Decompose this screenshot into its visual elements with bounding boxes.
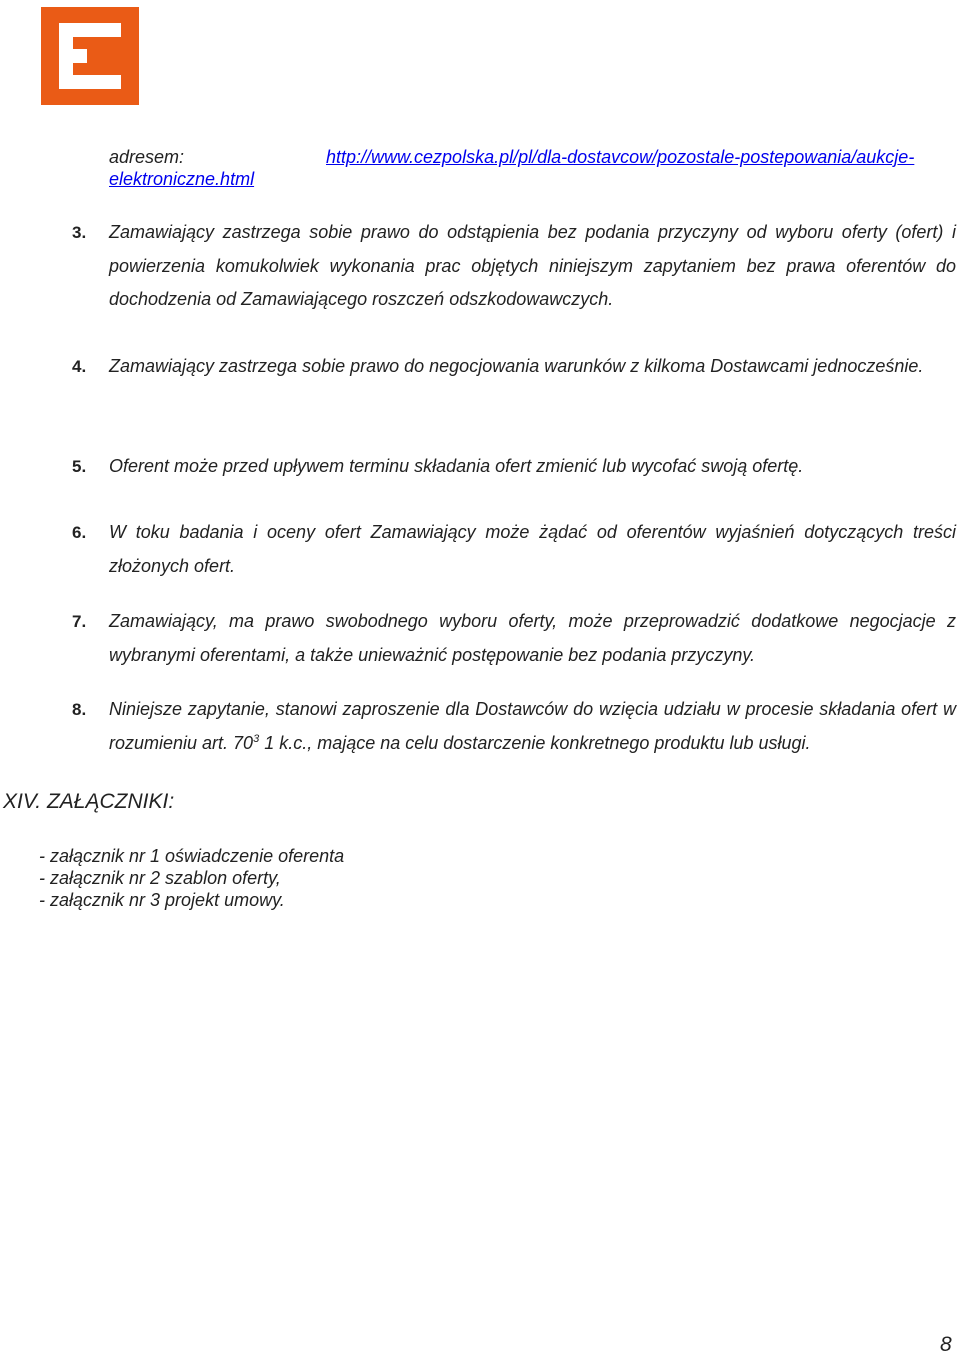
item-text: Oferent może przed upływem terminu składania ofert zmienić lub wycofać swoją ofertę. [109,456,804,476]
page-number: 8 [940,1333,952,1356]
item-number: 3. [72,223,87,242]
item-text [109,693,956,760]
superscript: 3 [253,732,260,745]
item-number: 6. [72,523,87,542]
item-number: 4. [72,357,87,376]
item-text: Zamawiający zastrzega sobie prawo do odstąpienia bez podania przyczyny od wyboru oferty (ofert) i powierzenia komukolwiek wykonania prac objętych niniejszym zapytaniem bez prawa oferentów do dochodzenia od Zamawiającego roszczeń odszkodowawczych. [109,222,956,309]
address-link-continuation[interactable]: elektroniczne.html [109,169,255,189]
attachment-item: - załącznik nr 2 szablon oferty, [39,868,281,888]
item-number: 5. [72,457,87,476]
item-text: W toku badania i oceny ofert Zamawiający może żądać od oferentów wyjaśnień dotyczących treści złożonych ofert. [109,522,956,576]
item-number: 7. [72,612,87,631]
address-link[interactable]: http://www.cezpolska.pl/pl/dla-dostavcow/pozostale-postepowania/aukcje- [326,147,915,167]
item-text: Zamawiający zastrzega sobie prawo do negocjowania warunków z kilkoma Dostawcami jednocześnie. [109,356,924,376]
attachment-item: - załącznik nr 1 oświadczenie oferenta [39,846,345,866]
address-label: adresem: [109,147,185,167]
item-number: 8. [72,700,87,719]
section-title: XIV. ZAŁĄCZNIKI: [3,790,175,813]
item-text: Zamawiający, ma prawo swobodnego wyboru oferty, może przeprowadzić dodatkowe negocjacje z wybranymi oferentami, a także unieważnić postępowanie bez podania przyczyny. [109,611,956,665]
item-text-after: 1 k.c., mające na celu dostarczenie konkretnego produktu lub usługi. [259,732,811,753]
attachment-item: - załącznik nr 3 projekt umowy. [39,890,285,910]
item-text-before: Niniejsze zapytanie, stanowi zaproszenie dla Dostawców do wzięcia udziału w procesie składania ofert w rozumieniu art. 70 [109,699,956,753]
cez-logo-icon [41,7,139,105]
